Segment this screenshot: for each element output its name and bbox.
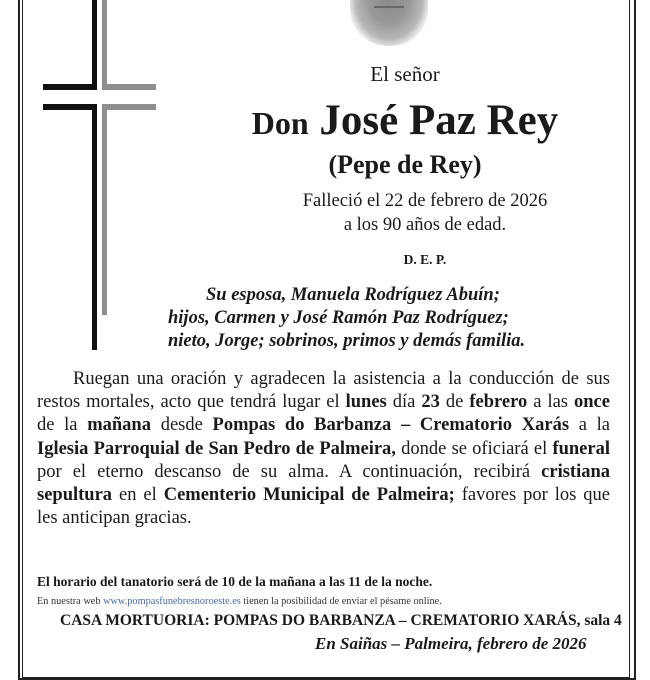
family-line: hijos, Carmen y José Ramón Paz Rodríguez;	[168, 308, 509, 328]
website-link[interactable]: www.pompasfunebresnoroeste.es	[103, 596, 241, 607]
family-list	[168, 284, 610, 353]
wake-hours: El horario del tanatorio será de 10 de la mañana a las 11 de la noche.	[37, 574, 433, 589]
title-prefix: El señor	[370, 62, 440, 86]
deceased-name	[180, 96, 630, 145]
family-line: Su esposa, Manuela Rodríguez Abuín;	[206, 285, 500, 305]
death-date: Falleció el 22 de febrero de 2026	[302, 191, 548, 211]
age: a los 90 años de edad.	[343, 215, 507, 235]
web-note: En nuestra web www.pompasfunebresnoroeste.es tienen la posibilidad de enviar el pésame online.	[37, 596, 442, 607]
funeral-home: CASA MORTUORIA: POMPAS DO BARBANZA – CREMATORIO XARÁS, sala 4	[60, 612, 622, 629]
family-line: nieto, Jorge; sobrinos, primos y demás familia.	[168, 331, 526, 351]
name-text: José Paz Rey	[319, 97, 559, 144]
rip: D. E. P.	[403, 252, 447, 267]
ceremony-paragraph: Ruegan una oración y agradecen la asistencia a la conducción de sus restos mortales, acto que tendrá lugar el lunes día 23 de febrero a las once de la mañana desde Pompas do Barbanza – Crematorio Xarás a la Iglesia Parroquial de San Pedro de Palmeira, donde se oficiará el funeral por el eterno descanso de su alma. A continuación, recibirá cristiana sepultura en el Cementerio Municipal de Palmeira; favores por los que les anticipan gracias.	[37, 369, 611, 529]
honorific: Don	[251, 105, 309, 141]
alias: (Pepe de Rey)	[328, 150, 482, 179]
place-date: En Saiñas – Palmeira, febrero de 2026	[315, 634, 587, 653]
